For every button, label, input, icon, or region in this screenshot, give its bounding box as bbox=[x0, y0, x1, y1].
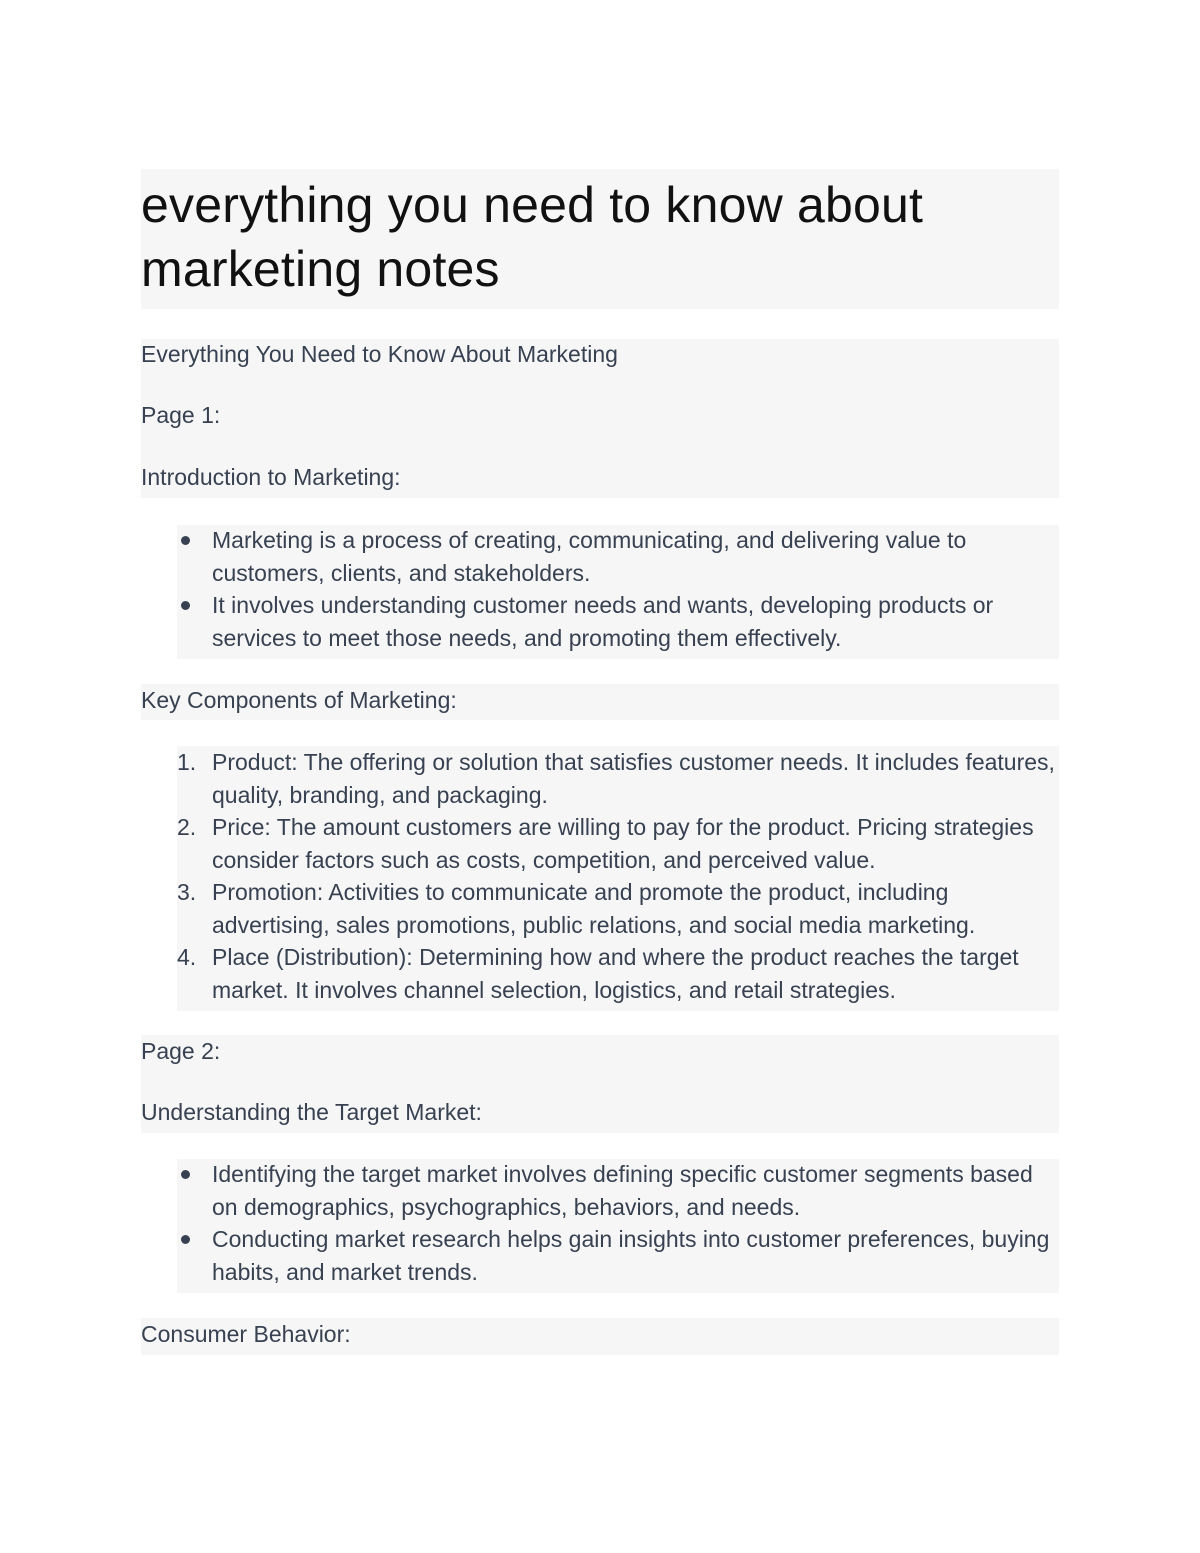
key-components-title-block bbox=[141, 684, 1059, 720]
section-title-key-components: Key Components of Marketing: bbox=[141, 687, 457, 713]
bullet-icon bbox=[181, 1170, 190, 1179]
section-title-introduction: Introduction to Marketing: bbox=[141, 464, 401, 490]
bullet-icon bbox=[181, 601, 190, 610]
list-item-text: Marketing is a process of creating, communicating, and delivering value to customers, clients, and stakeholders. bbox=[212, 527, 967, 586]
list-number: 3. bbox=[177, 879, 197, 905]
list-number: 1. bbox=[177, 749, 197, 775]
target-market-bullet-list bbox=[177, 1159, 1059, 1293]
page-label-1: Page 1: bbox=[141, 402, 221, 428]
list-number: 4. bbox=[177, 944, 197, 970]
intro-bullet-list bbox=[177, 525, 1059, 659]
page-label-2: Page 2: bbox=[141, 1038, 221, 1064]
list-item-text: Conducting market research helps gain insights into customer preferences, buying habits, and market trends. bbox=[212, 1226, 1050, 1285]
bullet-icon bbox=[181, 1235, 190, 1244]
bullet-icon bbox=[181, 536, 190, 545]
document-title: everything you need to know about marketing notes bbox=[141, 177, 924, 297]
consumer-behavior-title-block bbox=[141, 1318, 1059, 1355]
list-item-text: Product: The offering or solution that satisfies customer needs. It includes features, quality, branding, and packaging. bbox=[212, 749, 1055, 808]
key-components-list bbox=[177, 746, 1059, 1011]
document-title-block bbox=[141, 169, 1059, 309]
intro-block bbox=[141, 339, 1059, 498]
section-title-target-market: Understanding the Target Market: bbox=[141, 1099, 482, 1125]
list-item-text: Promotion: Activities to communicate and promote the product, including advertising, sales promotions, public relations, and social media marketing. bbox=[212, 879, 976, 938]
list-item-text: It involves understanding customer needs and wants, developing products or services to meet those needs, and promoting them effectively. bbox=[212, 592, 994, 651]
page2-block bbox=[141, 1035, 1059, 1133]
list-item-text: Price: The amount customers are willing to pay for the product. Pricing strategies consider factors such as costs, competition, and perceived value. bbox=[212, 814, 1034, 873]
doc-heading: Everything You Need to Know About Marketing bbox=[141, 341, 618, 367]
section-title-consumer-behavior: Consumer Behavior: bbox=[141, 1321, 351, 1347]
list-number: 2. bbox=[177, 814, 197, 840]
list-item-text: Place (Distribution): Determining how and where the product reaches the target market. It involves channel selection, logistics, and retail strategies. bbox=[212, 944, 1019, 1003]
list-item-text: Identifying the target market involves defining specific customer segments based on demographics, psychographics, behaviors, and needs. bbox=[212, 1161, 1033, 1220]
